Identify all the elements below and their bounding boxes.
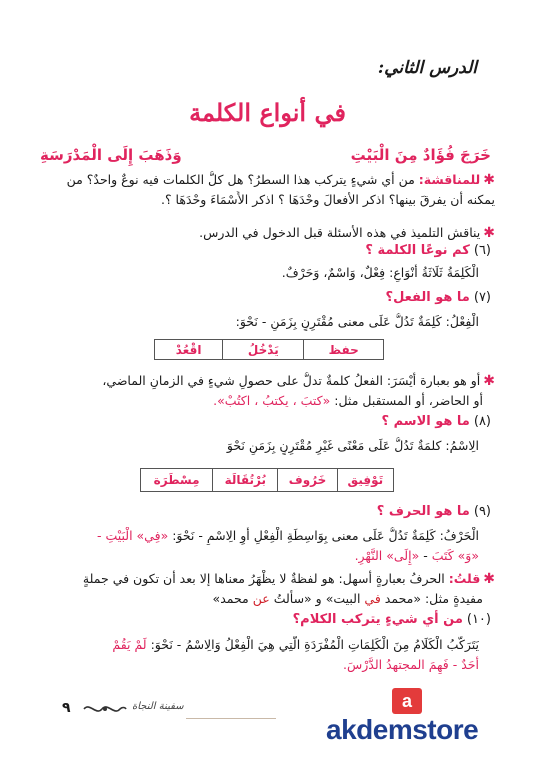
q10-line-1 [40, 636, 479, 654]
q9-line-1 [40, 527, 479, 545]
star-bullet-icon: ✱ [483, 373, 495, 389]
q10-text-1: يَتَرَكَّبُ الْكَلَامُ مِنَ الْكَلِمَاتِ الْمُفْرَدَةِ الَّتِي هِيَ الْفِعْلُ وَالِاسْمُ - نَحْوَ: [146, 637, 479, 652]
q9-text-1: الْحَرْفُ: كَلِمَةٌ تَدُلُّ عَلَى معنى بِوَاسِطَةِ الْفِعْلِ أَوِ الِاسْمِ - نَحْوَ: [168, 528, 479, 543]
teacher-note-text: يناقش التلميذ في هذه الأسئلة قبل الدخول في الدرس. [199, 225, 481, 240]
q9-header [377, 504, 491, 519]
lesson-heading: الدرس الثاني: [377, 58, 477, 78]
particle-note-pre: مفيدةٍ مثل: «محمد [380, 591, 483, 606]
particle-note-mid: البيت» و «سألتُ [269, 591, 365, 606]
verb-example-cell: يَدْخُلُ [223, 340, 304, 360]
discussion-label: للمناقشة: [418, 172, 481, 187]
noun-example-cell: مِسْطَرَة [141, 469, 213, 492]
q10-line-2 [40, 656, 479, 674]
verb-examples-table [154, 339, 384, 360]
footer-book-title: سفينة النجاة [132, 701, 184, 712]
q6-answer: الْكَلِمَةُ ثَلَاثَةُ أَنْوَاعٍ: فِعْلٌ، وَاسْمٌ، وَحَرْفٌ. [281, 265, 479, 280]
star-bullet-icon: ✱ [483, 225, 495, 241]
particle-example-1: في [364, 591, 381, 606]
q7-header [386, 290, 491, 305]
verb-note-line-1 [40, 372, 495, 390]
particle-note-line-2 [40, 590, 483, 608]
q6-header [365, 243, 491, 258]
noun-example-cell: بُرْتُقَالَة [213, 469, 278, 492]
q10-header [293, 612, 491, 627]
q10-number: (١٠) [466, 612, 491, 627]
q9-example-2: «وَ» كَتَبَ [431, 548, 479, 563]
star-bullet-icon: ✱ [483, 571, 495, 587]
q9-example-1: «فِي» الْبَيْتِ - [96, 528, 169, 543]
verb-note-line-2 [40, 392, 483, 410]
q10-example-2: أَحَدٌ - فَهِمَ المجتهدُ الدَّرْسَ. [342, 657, 479, 672]
watermark-badge-letter: a [401, 691, 412, 711]
verb-note-text-1: أو هو بعبارة أَيْسَرَ: الفعلُ كلمةٌ تدلُّ على حصولِ شيءٍ في الزمانِ الماضي، [102, 373, 481, 388]
q7-title: ما هو الفعل؟ [385, 290, 470, 305]
noun-example-cell: خَرُوف [278, 469, 337, 492]
watermark-brand: akdemstore [326, 714, 479, 745]
example-sentence-right: خَرَجَ فُؤَادٌ مِنَ الْبَيْتِ [350, 146, 491, 164]
particle-note-text-1: الحرفُ بعبارةٍ أسهل: هو لفظةٌ لا يظْهَرُ معناها إلا بعد أن تكون في جملةٍ [82, 571, 445, 586]
q9-example-3: «إِلَى» النَّهْرِ. [354, 548, 420, 563]
q8-answer: الِاسْمُ: كلمَةٌ تَدُلُّ عَلَى مَعْنًى غَيْرِ مُقْتَرِنٍ بِزَمَنٍ نَحْوَ [226, 438, 479, 453]
lesson-title: في أنواع الكلمة [189, 98, 346, 127]
page-number: ٩ [62, 700, 71, 716]
q9-line-2 [40, 547, 479, 565]
ornament-icon [82, 702, 128, 716]
particle-note-line-1 [40, 570, 495, 588]
particle-note-label: قلتُ: [448, 571, 481, 586]
q9-separator: - [419, 548, 432, 563]
noun-example-cell: تَوْفِيق [337, 469, 393, 492]
teacher-note [40, 224, 495, 242]
q10-example-1: لَمْ يَقُمْ [112, 637, 147, 652]
q8-number: (٨) [473, 414, 491, 429]
star-bullet-icon: ✱ [483, 172, 495, 188]
q7-number: (٧) [473, 290, 491, 305]
verb-example-cell: حفظ [304, 340, 384, 360]
q9-number: (٩) [473, 504, 491, 519]
particle-example-2: عن [252, 591, 270, 606]
q6-number: (٦) [473, 243, 491, 258]
discussion-line-2: يمكنه أن يفرقَ بينها؟ اذكر الأفعالَ وحْدَهَا ؟ اذكر الأَسْمَاءَ وحْدَهَا ؟. [160, 192, 495, 207]
watermark-logo [326, 714, 478, 746]
example-sentence-left: وَذَهَبَ إِلَى الْمَدْرَسَةِ [40, 146, 182, 164]
particle-note-post: محمد» [212, 591, 253, 606]
q7-answer: الْفِعْلُ: كَلِمَةٌ تَدُلُّ عَلَى معنى مُقْتَرِنٍ بِزَمَنٍ - نَحْوَ: [235, 314, 479, 329]
verb-note-text-2: أو الحاضر، أو المستقبل مثل: [330, 393, 483, 408]
q8-title: ما هو الاسم ؟ [381, 414, 470, 429]
q6-title: كم نوعًا الكلمة ؟ [365, 243, 470, 258]
watermark-badge [392, 688, 422, 714]
footer-divider [186, 718, 276, 719]
verb-example-cell: اقْعُدْ [155, 340, 223, 360]
q8-header [382, 414, 491, 429]
verb-note-examples: «كتبَ ، يكتبُ ، اكتُبْ». [213, 393, 331, 408]
discussion-line-1 [40, 171, 495, 189]
discussion-text-1: من أي شيءٍ يتركب هذا السطرُ؟ هل كلُّ الكلمات فيه نوعٌ واحدٌ؟ من [66, 172, 415, 187]
noun-examples-table [140, 468, 394, 492]
q9-title: ما هو الحرف ؟ [376, 504, 470, 519]
q10-title: من أي شيءٍ يتركب الكلام؟ [292, 612, 463, 627]
